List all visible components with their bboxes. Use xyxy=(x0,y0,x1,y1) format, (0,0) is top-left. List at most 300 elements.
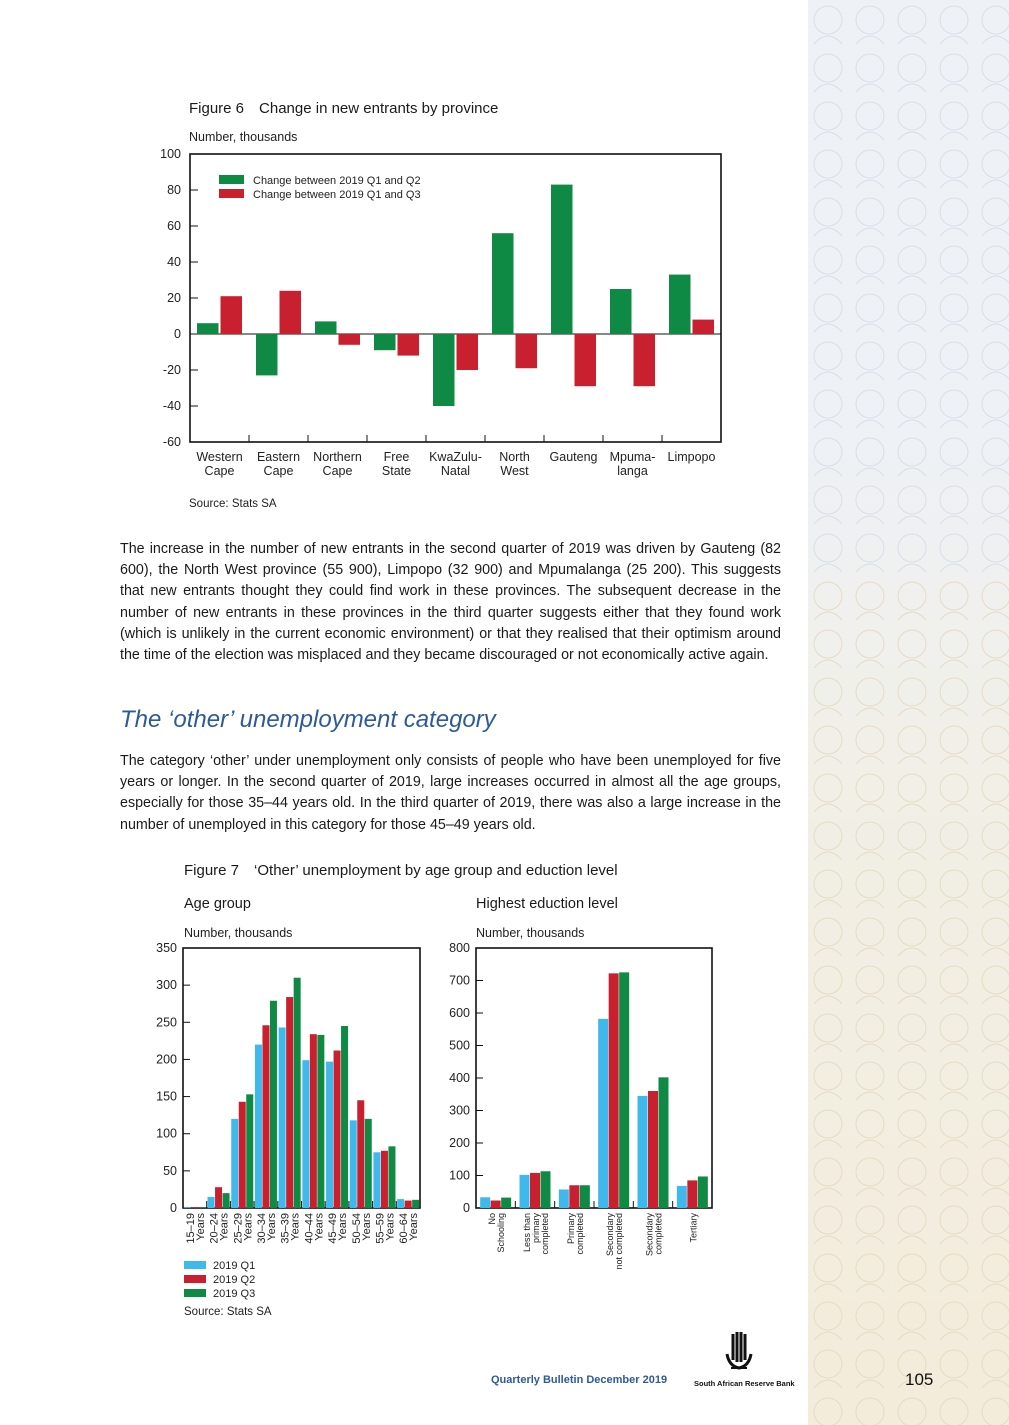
legend-swatch xyxy=(184,1275,206,1283)
pattern-mark xyxy=(982,660,1009,668)
pattern-mark xyxy=(856,276,884,284)
bar xyxy=(480,1197,490,1208)
pattern-mark xyxy=(856,54,884,82)
pattern-mark xyxy=(856,966,884,994)
x-tick-label: completed xyxy=(574,1213,585,1255)
pattern-mark xyxy=(814,1044,842,1052)
bar xyxy=(339,334,361,345)
plot-frame xyxy=(476,948,712,1208)
pattern-mark xyxy=(898,486,926,514)
pattern-mark xyxy=(940,1206,968,1234)
x-tick-label: 50–54 xyxy=(350,1213,363,1244)
sidebar-pattern xyxy=(808,0,1009,1425)
x-tick-label: completed xyxy=(540,1213,550,1255)
pattern-mark xyxy=(814,438,842,466)
pattern-mark xyxy=(856,756,884,764)
pattern-mark xyxy=(856,294,884,322)
pattern-mark xyxy=(940,1380,968,1388)
bar xyxy=(457,334,479,370)
pattern-mark xyxy=(940,420,968,428)
pattern-mark xyxy=(814,324,842,332)
pattern-mark xyxy=(982,54,1009,82)
figure7-age-chart xyxy=(140,938,440,1308)
pattern-mark xyxy=(940,1014,968,1042)
pattern-mark xyxy=(982,708,1009,716)
pattern-mark xyxy=(898,852,926,860)
pattern-mark xyxy=(898,390,926,418)
y-tick-label: 100 xyxy=(449,1168,470,1183)
pattern-mark xyxy=(856,948,884,956)
pattern-mark xyxy=(814,1254,842,1282)
pattern-mark xyxy=(814,1398,842,1425)
pattern-mark xyxy=(982,1236,1009,1244)
pattern-mark xyxy=(982,228,1009,236)
y-tick-label: 400 xyxy=(449,1071,470,1085)
pattern-mark xyxy=(856,1044,884,1052)
pattern-mark xyxy=(982,294,1009,322)
pattern-mark xyxy=(982,1350,1009,1378)
pattern-mark xyxy=(814,516,842,524)
pattern-mark xyxy=(940,1254,968,1282)
bar xyxy=(559,1189,569,1208)
pattern-mark xyxy=(940,564,968,572)
pattern-mark xyxy=(898,1014,926,1042)
pattern-mark xyxy=(856,1110,884,1138)
pattern-mark xyxy=(940,900,968,908)
bar xyxy=(569,1185,579,1208)
pattern-mark xyxy=(814,660,842,668)
pattern-mark xyxy=(898,534,926,562)
pattern-mark xyxy=(982,246,1009,274)
x-tick-label: State xyxy=(381,464,412,478)
pattern-mark xyxy=(982,1092,1009,1100)
pattern-mark xyxy=(856,900,884,908)
x-tick-label: 20–24 xyxy=(208,1213,221,1244)
pattern-mark xyxy=(856,342,884,370)
pattern-mark xyxy=(856,420,884,428)
y-tick-label: 300 xyxy=(449,1103,470,1118)
pattern-mark xyxy=(856,1140,884,1148)
pattern-mark xyxy=(982,900,1009,908)
pattern-mark xyxy=(814,84,842,92)
bar xyxy=(223,1193,230,1208)
y-tick-label: 60 xyxy=(167,219,181,233)
pattern-mark xyxy=(940,276,968,284)
figure6-source: Source: Stats SA xyxy=(189,498,277,510)
bar xyxy=(609,973,619,1208)
pattern-mark xyxy=(898,84,926,92)
pattern-mark xyxy=(940,612,968,620)
bar xyxy=(397,1199,404,1208)
pattern-mark xyxy=(940,198,968,226)
pattern-mark xyxy=(982,180,1009,188)
pattern-mark xyxy=(940,1110,968,1138)
pattern-mark xyxy=(898,294,926,322)
pattern-mark xyxy=(940,150,968,178)
pattern-mark xyxy=(814,132,842,140)
y-tick-label: 150 xyxy=(156,1089,177,1104)
x-tick-label: Gauteng xyxy=(549,450,598,464)
section-heading: The ‘other’ unemployment category xyxy=(120,706,496,733)
pattern-mark xyxy=(814,708,842,716)
pattern-mark xyxy=(982,678,1009,706)
pattern-mark xyxy=(940,534,968,562)
pattern-mark xyxy=(898,36,926,44)
legend-swatch xyxy=(219,175,244,184)
pattern-mark xyxy=(898,372,926,380)
pattern-mark xyxy=(814,822,842,850)
pattern-mark xyxy=(982,1014,1009,1042)
legend-label: Change between 2019 Q1 and Q3 xyxy=(253,189,421,201)
pattern-mark xyxy=(856,534,884,562)
x-tick-label: Primary xyxy=(565,1213,576,1244)
pattern-mark xyxy=(940,870,968,898)
y-tick-label: -60 xyxy=(162,435,181,449)
bar xyxy=(580,1185,590,1208)
pattern-mark xyxy=(898,1332,926,1340)
pattern-mark xyxy=(856,564,884,572)
pattern-mark xyxy=(814,294,842,322)
pattern-mark xyxy=(856,1062,884,1090)
pattern-mark xyxy=(982,198,1009,226)
x-tick-label: 15–19 xyxy=(184,1213,197,1244)
x-tick-label: 35–39 xyxy=(279,1213,292,1244)
bar xyxy=(365,1119,372,1208)
pattern-mark xyxy=(940,84,968,92)
bar xyxy=(302,1060,309,1208)
pattern-mark xyxy=(898,324,926,332)
x-tick-label: 30–34 xyxy=(255,1213,268,1244)
pattern-mark xyxy=(814,102,842,130)
x-tick-label: Years xyxy=(218,1213,231,1241)
bar xyxy=(231,1119,238,1208)
pattern-mark xyxy=(940,180,968,188)
bar xyxy=(677,1186,687,1208)
pattern-mark xyxy=(856,996,884,1004)
y-tick-label: 200 xyxy=(156,1052,177,1067)
bar xyxy=(294,978,301,1208)
x-tick-label: Years xyxy=(337,1213,350,1241)
pattern-mark xyxy=(982,1380,1009,1388)
pattern-mark xyxy=(898,612,926,620)
x-tick-label: Secondary xyxy=(605,1213,616,1257)
bar xyxy=(374,334,396,350)
y-tick-label: 0 xyxy=(463,1201,470,1215)
bar xyxy=(433,334,455,406)
pattern-mark xyxy=(898,342,926,370)
pattern-mark xyxy=(898,438,926,466)
x-tick-label: No xyxy=(487,1213,498,1225)
bar xyxy=(270,1001,277,1208)
pattern-mark xyxy=(898,516,926,524)
pattern-mark xyxy=(898,420,926,428)
bar xyxy=(610,289,632,334)
x-tick-label: Less than xyxy=(522,1213,532,1253)
pattern-mark xyxy=(982,132,1009,140)
pattern-mark xyxy=(814,966,842,994)
y-tick-label: 800 xyxy=(449,941,470,955)
pattern-mark xyxy=(856,822,884,850)
pattern-mark xyxy=(856,516,884,524)
pattern-mark xyxy=(856,150,884,178)
x-tick-label: completed xyxy=(653,1213,664,1255)
pattern-mark xyxy=(814,198,842,226)
pattern-mark xyxy=(940,438,968,466)
figure7-left-unit: Number, thousands xyxy=(184,926,293,940)
y-tick-label: 350 xyxy=(156,941,177,955)
y-tick-label: 0 xyxy=(174,327,181,341)
pattern-mark xyxy=(856,1014,884,1042)
x-tick-label: 60–64 xyxy=(398,1213,411,1244)
pattern-mark xyxy=(856,918,884,946)
x-tick-label: Free xyxy=(383,450,410,464)
pattern-mark xyxy=(940,582,968,610)
bar xyxy=(350,1120,357,1208)
pattern-mark xyxy=(898,1398,926,1425)
pattern-mark xyxy=(856,486,884,514)
legend-swatch xyxy=(219,189,244,198)
pattern-mark xyxy=(982,438,1009,466)
pattern-mark xyxy=(814,582,842,610)
figure7-education-chart xyxy=(440,938,740,1308)
body-paragraph-1: The increase in the number of new entrants in the second quarter of 2019 was driven by Gauteng (82 600), the North West province (55 900), Limpopo (32 900) and Mpumalanga (25 200). This suggests that new entrants thought they could find work in these provinces. The subsequent decrease in the number of new entrants in these provinces in the third quarter suggests either that they found work (which is unlikely in the current economic environment) or that they realised that their optimism around the time of the election was misplaced and they became discouraged or not economically active again. xyxy=(120,541,781,664)
pattern-mark xyxy=(898,468,926,476)
x-tick-label: Cape xyxy=(263,464,294,478)
pattern-mark xyxy=(940,516,968,524)
pattern-mark xyxy=(898,870,926,898)
pattern-mark xyxy=(940,246,968,274)
pattern-mark xyxy=(940,678,968,706)
pattern-mark xyxy=(814,918,842,946)
bar xyxy=(381,1151,388,1208)
x-tick-label: Schooling xyxy=(496,1213,507,1253)
pattern-mark xyxy=(982,726,1009,754)
x-tick-label: Tertiary xyxy=(688,1213,699,1243)
pattern-mark xyxy=(814,870,842,898)
pattern-mark xyxy=(814,468,842,476)
pattern-mark xyxy=(898,966,926,994)
pattern-mark xyxy=(940,774,968,802)
x-tick-label: Cape xyxy=(322,464,353,478)
bar xyxy=(280,291,302,334)
pattern-mark xyxy=(982,486,1009,514)
x-tick-label: Secondary xyxy=(644,1213,655,1257)
pattern-mark xyxy=(898,582,926,610)
bar xyxy=(398,334,420,356)
pattern-mark xyxy=(814,948,842,956)
pattern-mark xyxy=(940,342,968,370)
bar xyxy=(693,320,715,334)
pattern-mark xyxy=(940,1158,968,1186)
pattern-mark xyxy=(982,324,1009,332)
y-tick-label: 50 xyxy=(163,1163,177,1178)
x-tick-label: Years xyxy=(242,1213,255,1241)
pattern-mark xyxy=(898,708,926,716)
bar xyxy=(373,1152,380,1208)
pattern-mark xyxy=(856,726,884,754)
figure7-title: Figure 7 ‘Other’ unemployment by age group and eduction level xyxy=(184,862,618,879)
pattern-mark xyxy=(814,1110,842,1138)
pattern-mark xyxy=(814,54,842,82)
pattern-mark xyxy=(814,852,842,860)
bar xyxy=(326,1062,333,1208)
pattern-mark xyxy=(940,1332,968,1340)
y-tick-label: 250 xyxy=(156,1015,177,1030)
x-tick-label: Limpopo xyxy=(667,450,716,464)
pattern-mark xyxy=(898,150,926,178)
pattern-mark xyxy=(940,1140,968,1148)
pattern-mark xyxy=(814,726,842,754)
pattern-mark xyxy=(940,390,968,418)
pattern-mark xyxy=(814,534,842,562)
pattern-mark xyxy=(940,804,968,812)
pattern-mark xyxy=(856,132,884,140)
pattern-mark xyxy=(940,1350,968,1378)
pattern-mark xyxy=(940,468,968,476)
pattern-mark xyxy=(982,1254,1009,1282)
pattern-mark xyxy=(898,918,926,946)
pattern-mark xyxy=(982,534,1009,562)
pattern-mark xyxy=(898,1188,926,1196)
decorative-sidebar xyxy=(808,0,1009,1425)
bar xyxy=(239,1102,246,1208)
legend-label: 2019 Q2 xyxy=(213,1274,256,1286)
pattern-mark xyxy=(814,1380,842,1388)
bar xyxy=(208,1197,215,1208)
body-paragraph-2: The category ‘other’ under unemployment only consists of people who have been unemployed for five years or longer. In the second quarter of 2019, large increases occurred in almost all the age groups, especially for those 35–44 years old. In the third quarter of 2019, there was also a large increase in the number of unemployed in this category for those 45–49 years old. xyxy=(120,753,781,833)
x-tick-label: Northern xyxy=(313,450,362,464)
x-tick-label: 40–44 xyxy=(303,1213,316,1244)
x-tick-label: Western xyxy=(196,450,243,464)
pattern-mark xyxy=(940,852,968,860)
bar xyxy=(341,1026,348,1208)
pattern-mark xyxy=(898,726,926,754)
pattern-mark xyxy=(814,228,842,236)
pattern-mark xyxy=(856,324,884,332)
pattern-mark xyxy=(982,966,1009,994)
legend-label: 2019 Q3 xyxy=(213,1288,256,1300)
pattern-mark xyxy=(898,1236,926,1244)
pattern-mark xyxy=(898,198,926,226)
pattern-mark xyxy=(814,246,842,274)
pattern-mark xyxy=(940,996,968,1004)
pattern-mark xyxy=(856,774,884,802)
pattern-mark xyxy=(814,1236,842,1244)
pattern-mark xyxy=(940,1044,968,1052)
bar xyxy=(256,334,278,375)
bar xyxy=(698,1176,708,1208)
bar xyxy=(315,321,337,334)
pattern-mark xyxy=(982,420,1009,428)
pattern-mark xyxy=(940,1302,968,1330)
pattern-mark xyxy=(856,1188,884,1196)
pattern-mark xyxy=(982,1140,1009,1148)
pattern-mark xyxy=(856,1332,884,1340)
figure6-title: Figure 6 Change in new entrants by province xyxy=(189,100,499,117)
legend-label: Change between 2019 Q1 and Q2 xyxy=(253,175,421,187)
pattern-mark xyxy=(898,948,926,956)
pattern-mark xyxy=(856,1236,884,1244)
pattern-mark xyxy=(940,372,968,380)
pattern-mark xyxy=(814,1092,842,1100)
pattern-mark xyxy=(814,804,842,812)
legend-label: 2019 Q1 xyxy=(213,1260,256,1272)
pattern-mark xyxy=(898,6,926,34)
bar xyxy=(357,1100,364,1208)
x-tick-label: 25–29 xyxy=(232,1213,245,1244)
pattern-mark xyxy=(856,102,884,130)
pattern-mark xyxy=(814,630,842,658)
bar xyxy=(551,185,573,334)
pattern-mark xyxy=(856,1302,884,1330)
bar xyxy=(199,1207,206,1208)
pattern-mark xyxy=(982,1158,1009,1186)
pattern-mark xyxy=(856,612,884,620)
x-tick-label: Years xyxy=(289,1213,302,1241)
bar xyxy=(575,334,597,386)
pattern-mark xyxy=(898,1206,926,1234)
bar xyxy=(520,1175,530,1208)
bar xyxy=(317,1035,324,1208)
pattern-mark xyxy=(856,390,884,418)
pattern-mark xyxy=(982,390,1009,418)
pattern-mark xyxy=(898,996,926,1004)
pattern-mark xyxy=(898,822,926,850)
pattern-mark xyxy=(856,870,884,898)
x-tick-label: Years xyxy=(360,1213,373,1241)
pattern-mark xyxy=(814,6,842,34)
bar xyxy=(388,1146,395,1208)
pattern-mark xyxy=(982,84,1009,92)
pattern-mark xyxy=(898,678,926,706)
x-tick-label: Mpuma- xyxy=(609,450,656,464)
pattern-mark xyxy=(814,564,842,572)
pattern-mark xyxy=(982,564,1009,572)
pattern-mark xyxy=(814,774,842,802)
pattern-mark xyxy=(982,822,1009,850)
pattern-mark xyxy=(856,198,884,226)
pattern-mark xyxy=(898,1092,926,1100)
pattern-mark xyxy=(856,1092,884,1100)
x-tick-label: Eastern xyxy=(256,450,301,464)
pattern-mark xyxy=(898,1110,926,1138)
y-tick-label: 100 xyxy=(156,1126,177,1141)
bar xyxy=(638,1096,648,1208)
y-tick-label: 500 xyxy=(449,1038,470,1053)
bar xyxy=(669,275,691,334)
pattern-mark xyxy=(982,852,1009,860)
pattern-mark xyxy=(898,102,926,130)
pattern-mark xyxy=(814,420,842,428)
x-tick-label: 55–59 xyxy=(374,1213,387,1244)
figure7-left-subtitle: Age group xyxy=(184,896,251,912)
y-tick-label: 200 xyxy=(449,1136,470,1150)
pattern-mark xyxy=(814,1014,842,1042)
x-tick-label: West xyxy=(500,464,529,478)
pattern-mark xyxy=(856,1350,884,1378)
pattern-mark xyxy=(814,1302,842,1330)
pattern-mark xyxy=(856,582,884,610)
x-tick-label: primary xyxy=(531,1213,541,1244)
bar xyxy=(619,972,629,1208)
x-tick-label: KwaZulu- xyxy=(429,450,482,464)
x-tick-label: langa xyxy=(617,464,648,478)
bar xyxy=(334,1051,341,1208)
pattern-mark xyxy=(856,180,884,188)
pattern-mark xyxy=(856,438,884,466)
bar xyxy=(262,1025,269,1208)
pattern-mark xyxy=(856,1284,884,1292)
